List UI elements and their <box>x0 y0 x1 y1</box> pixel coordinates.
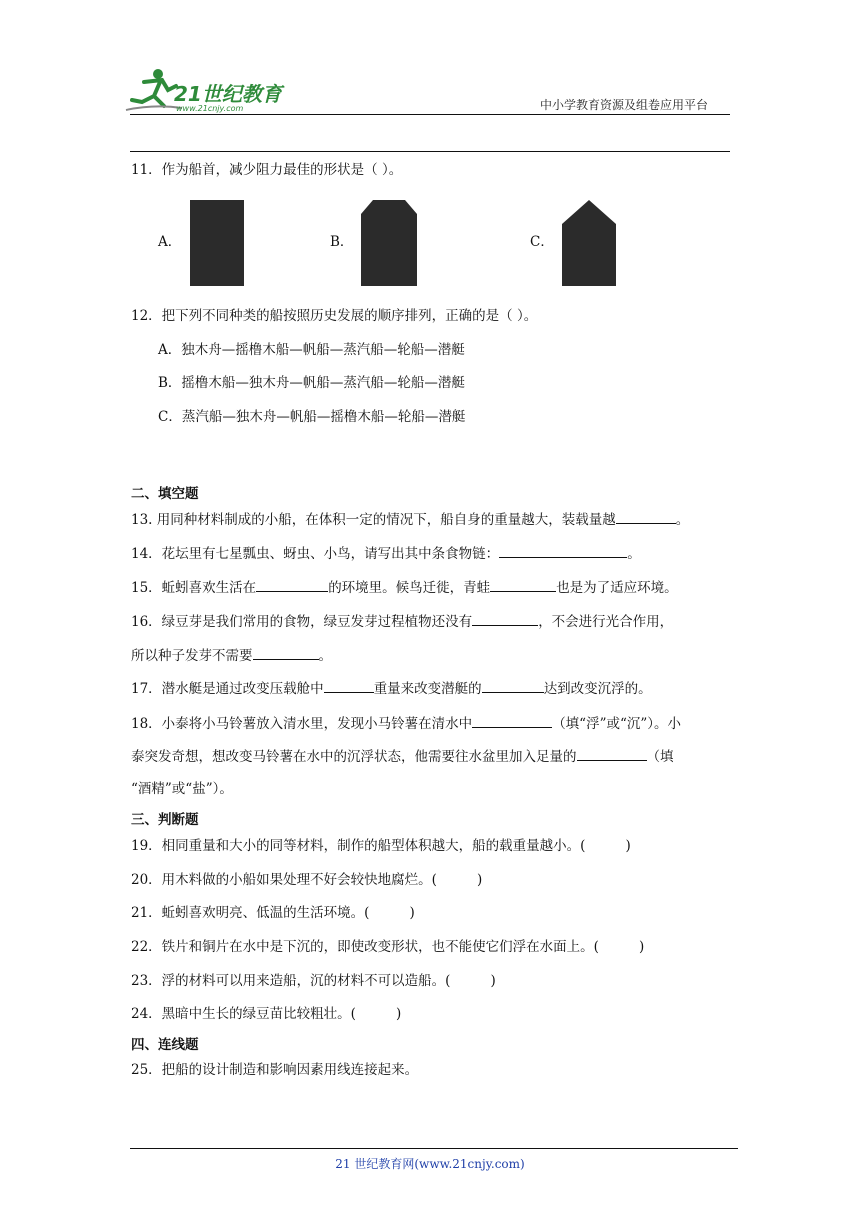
question-16-cont <box>131 645 332 666</box>
answer-blank <box>490 577 556 592</box>
option-b-label: B． <box>330 234 354 250</box>
header-rule <box>130 114 730 115</box>
beveled-shape <box>361 200 417 286</box>
header-logo <box>124 66 294 116</box>
q24-text: 24．黑暗中生长的绿豆苗比较粗壮。( <box>131 1006 356 1022</box>
question-11: 11．作为船首，减少阻力最佳的形状是（ ）。 <box>131 162 403 178</box>
answer-blank <box>577 746 647 761</box>
question-20 <box>131 870 482 890</box>
question-18 <box>131 713 681 734</box>
logo-text: 21世纪教育 <box>174 82 282 106</box>
question-19 <box>131 836 631 856</box>
question-25: 25．把船的设计制造和影响因素用线连接起来。 <box>131 1062 419 1078</box>
q12-option-b: B．摇橹木船—独木舟—帆船—蒸汽船—轮船—潜艇 <box>158 375 465 391</box>
q18-text-a: 18．小泰将小马铃薯放入清水里，发现小马铃薯在清水中 <box>131 716 473 732</box>
answer-blank <box>256 577 328 592</box>
platform-name: 中小学教育资源及组卷应用平台 <box>540 98 709 112</box>
option-a-label: A． <box>158 234 182 250</box>
q18-text-c: 泰突发奇想，想改变马铃薯在水中的沉浮状态，他需要往水盆里加入足量的 <box>131 749 577 765</box>
answer-blank <box>253 645 319 660</box>
q23-text: 23．浮的材料可以用来造船，沉的材料不可以造船。( <box>131 973 451 989</box>
question-24 <box>131 1004 401 1024</box>
q17-text-a: 17．潜水艇是通过改变压载舱中 <box>131 681 324 697</box>
option-c-label: C． <box>530 234 554 250</box>
paren-close: ) <box>490 973 496 989</box>
q15-text-a: 15．蚯蚓喜欢生活在 <box>131 580 257 596</box>
q16-text-d: 。 <box>318 648 332 664</box>
question-22 <box>131 937 644 957</box>
answer-blank <box>616 509 676 524</box>
section-title: 三、判断题 <box>131 812 199 828</box>
q16-text-c: 所以种子发芽不需要 <box>131 648 253 664</box>
header-rule-2 <box>130 151 730 152</box>
section-title: 四、连线题 <box>131 1037 199 1053</box>
section-title: 二、填空题 <box>131 486 199 502</box>
q22-text: 22．铁片和铜片在水中是下沉的，即使改变形状，也不能使它们浮在水面上。( <box>131 939 599 955</box>
q18-text-b: （填“浮”或“沉”）。小 <box>552 716 682 732</box>
q13-end: 。 <box>675 512 690 528</box>
pointed-shape <box>562 200 616 286</box>
q18-text-d: （填 <box>646 749 674 765</box>
question-15 <box>131 577 678 598</box>
paren-close: ) <box>476 872 483 888</box>
paren-close: ) <box>395 1006 402 1022</box>
answer-blank <box>472 611 538 626</box>
question-18-cont <box>131 746 674 767</box>
q17-text-c: 达到改变沉浮的。 <box>543 681 652 697</box>
question-16 <box>131 611 673 632</box>
q14-text: 14．花坛里有七星瓢虫、蚜虫、小鸟，请写出其中条食物链： <box>131 546 500 562</box>
q16-text-b: ，不会进行光合作用， <box>538 614 674 630</box>
question-13 <box>131 509 689 530</box>
answer-blank <box>324 678 374 693</box>
answer-blank <box>472 713 552 728</box>
q20-text: 20．用木料做的小船如果处理不好会较快地腐烂。( <box>131 872 437 888</box>
rectangle-shape <box>190 200 244 286</box>
q17-text-b: 重量来改变潜艇的 <box>373 681 482 697</box>
footer-rule <box>130 1148 738 1149</box>
q12-option-c: C．蒸汽船—独木舟—帆船—摇橹木船—轮船—潜艇 <box>158 409 466 425</box>
question-21 <box>131 903 415 923</box>
q12-option-a: A．独木舟—摇橹木船—帆船—蒸汽船—轮船—潜艇 <box>158 342 465 358</box>
question-12: 12．把下列不同种类的船按照历史发展的顺序排列，正确的是（ ）。 <box>131 308 538 324</box>
question-17 <box>131 678 652 699</box>
answer-blank <box>482 678 544 693</box>
question-18-cont2: “酒精”或“盐”）。 <box>131 781 233 797</box>
q15-text-c: 也是为了适应环境。 <box>556 580 678 596</box>
logo-url: www.21cnjy.com <box>176 104 244 113</box>
q14-end: 。 <box>627 546 641 562</box>
question-14 <box>131 543 641 564</box>
paren-close: ) <box>625 838 631 854</box>
answer-blank <box>499 543 627 558</box>
question-23 <box>131 971 496 991</box>
q19-text: 19．相同重量和大小的同等材料，制作的船型体积越大，船的载重量越小。( <box>131 838 586 854</box>
q16-text-a: 16．绿豆芽是我们常用的食物，绿豆发芽过程植物还没有 <box>131 614 473 630</box>
q15-text-b: 的环境里。候鸟迁徙，青蛙 <box>328 580 491 596</box>
footer-text: 21 世纪教育网(www.21cnjy.com) <box>335 1157 525 1171</box>
paren-close: ) <box>638 939 645 955</box>
q13-text: 13. 用同种材料制成的小船，在体积一定的情况下，船自身的重量越大，装载量越 <box>131 512 616 528</box>
paren-close: ) <box>409 905 415 921</box>
q21-text: 21．蚯蚓喜欢明亮、低温的生活环境。( <box>131 905 370 921</box>
